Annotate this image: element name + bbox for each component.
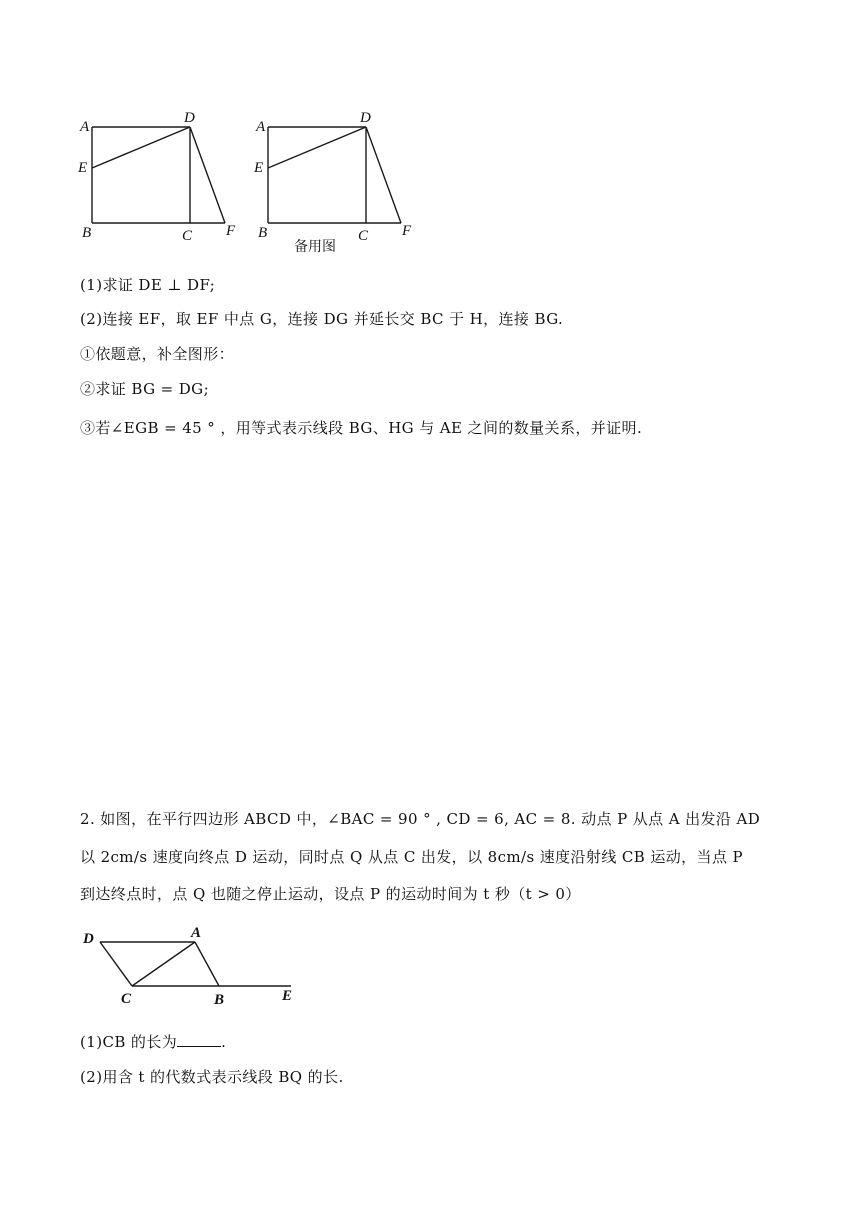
label-E: E bbox=[254, 160, 264, 176]
problem2-question1-suffix: . bbox=[221, 1033, 227, 1051]
edge-AB bbox=[195, 942, 219, 986]
label-E: E bbox=[282, 988, 293, 1004]
label-A: A bbox=[191, 925, 202, 941]
problem1-question2a: ①依题意，补全图形： bbox=[80, 345, 235, 363]
answer-blank[interactable] bbox=[177, 1032, 221, 1047]
edge-ED bbox=[92, 127, 190, 168]
problem1-question1: (1)求证 DE ⊥ DF; bbox=[80, 276, 216, 294]
label-C: C bbox=[358, 228, 369, 244]
problem1-question2c: ③若∠EGB = 45 ° ，用等式表示线段 BG、HG 与 AE 之间的数量关系，并证明. bbox=[80, 419, 643, 437]
label-C: C bbox=[121, 991, 132, 1007]
label-E: E bbox=[78, 160, 88, 176]
problem2-question1 bbox=[80, 1031, 226, 1052]
parallelogram-figure bbox=[78, 920, 308, 1010]
square-figure-backup bbox=[246, 105, 426, 260]
label-F: F bbox=[226, 223, 236, 239]
label-B: B bbox=[258, 225, 268, 241]
problem2-stem-line3: 到达终点时，点 Q 也随之停止运动，设点 P 的运动时间为 t 秒（t > 0） bbox=[80, 885, 581, 903]
edge-ED bbox=[268, 127, 366, 168]
problem2-question2: (2)用含 t 的代数式表示线段 BQ 的长. bbox=[80, 1068, 344, 1086]
square-figure-main bbox=[70, 105, 250, 244]
problem1-question2: (2)连接 EF，取 EF 中点 G，连接 DG 并延长交 BC 于 H，连接 BG. bbox=[80, 310, 564, 328]
problem2-stem-line2: 以 2cm/s 速度向终点 D 运动，同时点 Q 从点 C 出发，以 8cm/s 速度沿射线 CB 运动，当点 P bbox=[80, 848, 744, 866]
label-D: D bbox=[83, 931, 94, 947]
label-B: B bbox=[214, 992, 225, 1008]
label-C: C bbox=[182, 228, 193, 244]
label-F: F bbox=[402, 223, 412, 239]
problem2-question1-prefix: (1)CB 的长为 bbox=[80, 1033, 178, 1051]
problem1-question2b: ②求证 BG = DG; bbox=[80, 380, 210, 398]
backup-figure-caption: 备用图 bbox=[294, 239, 336, 255]
edge-DC bbox=[100, 942, 132, 986]
edge-DF bbox=[366, 127, 401, 223]
problem2-stem-line1: 2. 如图，在平行四边形 ABCD 中，∠BAC = 90 ° , CD = 6, AC = 8. 动点 P 从点 A 出发沿 AD bbox=[80, 810, 761, 828]
label-A: A bbox=[80, 119, 90, 135]
label-D: D bbox=[360, 110, 371, 126]
edge-DF bbox=[190, 127, 225, 223]
label-B: B bbox=[82, 225, 92, 241]
edge-AC bbox=[132, 942, 195, 986]
label-A: A bbox=[256, 119, 266, 135]
label-D: D bbox=[184, 110, 195, 126]
